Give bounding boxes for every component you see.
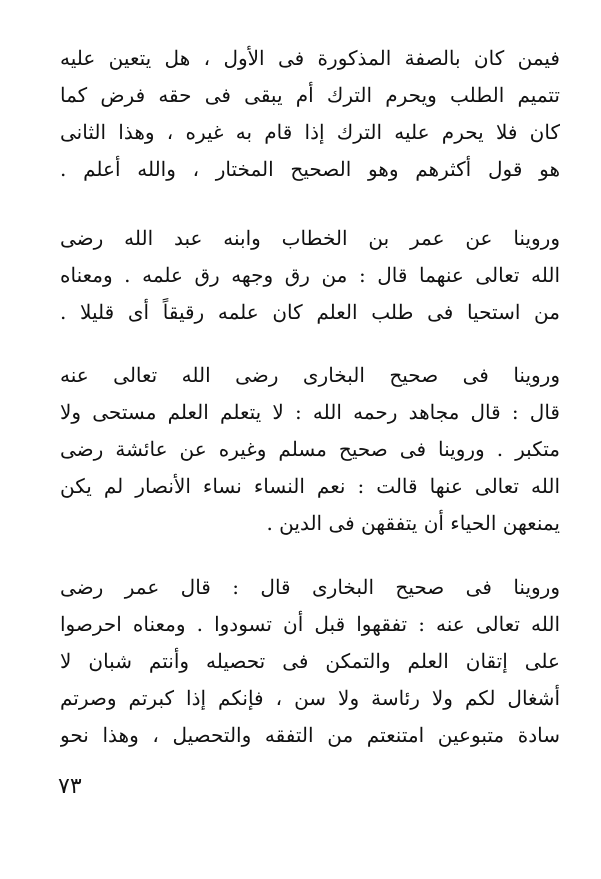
- text-line: كان فلا يحرم عليه الترك إذا قام به غيره ، وهذا الثانى: [60, 120, 560, 144]
- page-number: ٧٣: [58, 774, 82, 799]
- text-line: أشغال لكم ولا رئاسة ولا سن ، فإنكم إذا كبرتم وصرتم: [60, 686, 560, 710]
- text-line: هو قول أكثرهم وهو الصحيح المختار ، والله أعلم .: [60, 157, 560, 181]
- text-line: الله تعالى عنها قالت : نعم النساء نساء الأنصار لم يكن: [60, 474, 560, 498]
- paragraph-4: [60, 569, 560, 754]
- text-line: الله تعالى عنهما قال : من رق وجهه رق علمه . ومعناه: [60, 263, 560, 287]
- paragraph-1: [60, 40, 560, 188]
- text-line: على إتقان العلم والتمكن فى تحصيله وأنتم شبان لا: [60, 649, 560, 673]
- text-line: وروينا فى صحيح البخارى قال : قال عمر رضى: [60, 575, 560, 599]
- text-line: وروينا فى صحيح البخارى رضى الله تعالى عنه: [60, 363, 560, 387]
- text-line: متكبر . وروينا فى صحيح مسلم وغيره عن عائشة رضى: [60, 437, 560, 461]
- text-line: يمنعهن الحياء أن يتفقهن فى الدين .: [266, 511, 560, 535]
- text-line: الله تعالى عنه : تفقهوا قبل أن تسودوا . ومعناه احرصوا: [60, 612, 560, 636]
- text-line: فيمن كان بالصفة المذكورة فى الأول ، هل يتعين عليه: [60, 46, 560, 70]
- text-line: وروينا عن عمر بن الخطاب وابنه عبد الله رضى: [60, 226, 560, 250]
- text-line: سادة متبوعين امتنعتم من التفقه والتحصيل ، وهذا نحو: [60, 723, 560, 747]
- text-line: قال : قال مجاهد رحمه الله : لا يتعلم العلم مستحى ولا: [60, 400, 560, 424]
- text-line: تتميم الطلب ويحرم الترك أم يبقى فى حقه فرض كما: [60, 83, 560, 107]
- paragraph-2: [60, 220, 560, 331]
- paragraph-3: [60, 357, 560, 542]
- text-line: من استحيا فى طلب العلم كان علمه رقيقاً أى قليلا .: [60, 300, 560, 324]
